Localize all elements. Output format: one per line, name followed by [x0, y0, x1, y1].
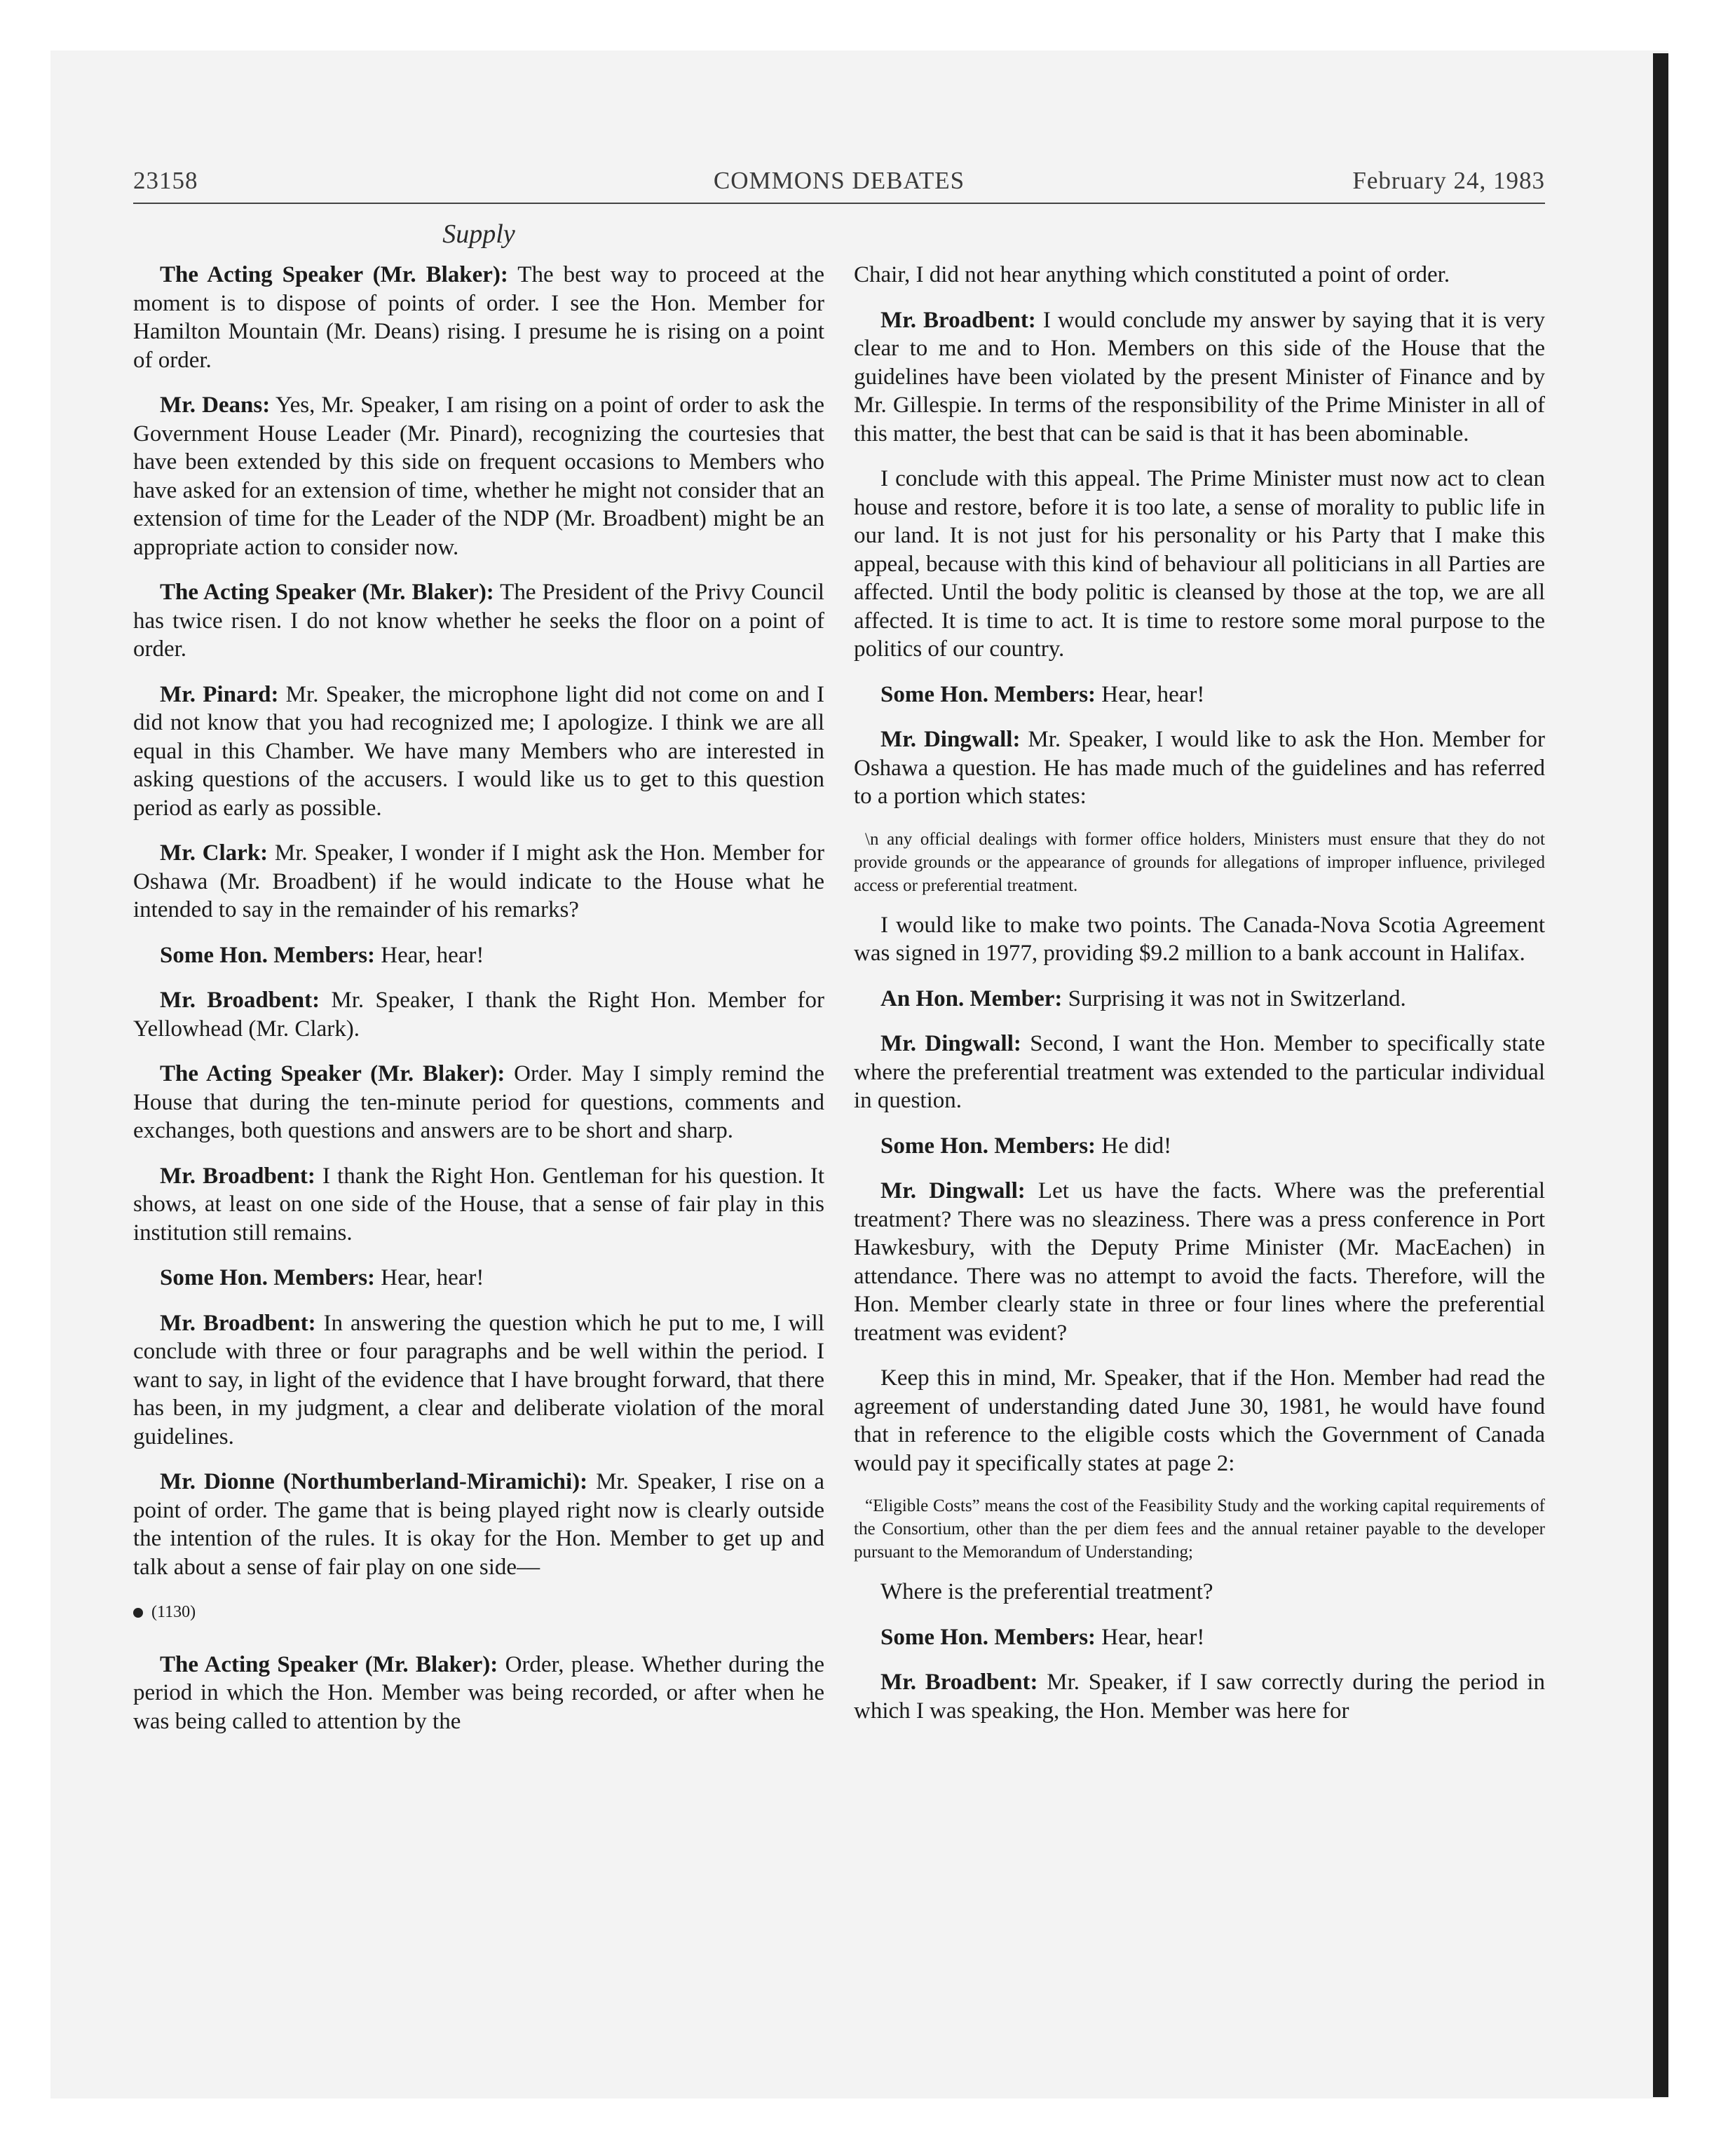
speaker-name: Mr. Dionne (Northumberland-Miramichi):: [160, 1469, 588, 1494]
speech-text: Hear, hear!: [375, 942, 484, 968]
body-paragraph: I conclude with this appeal. The Prime Minister must now act to clean house and restore, before it is too late, a sense of morality to public life in our land. It is not just for his personality or his Party that I make this appeal, because with this kind of behaviour all politicians in all Parties are affected. Until the body politic is cleansed by those at the top, we are all affected. It is time to act. It is time to restore some moral purpose to the politics of our country.: [854, 466, 1545, 662]
speech-paragraph: [854, 1132, 1545, 1161]
speech-paragraph: [133, 1060, 824, 1145]
body-paragraph: Keep this in mind, Mr. Speaker, that if the Hon. Member had read the agreement of understanding dated June 30, 1981, he would have found that in reference to the eligible costs which the Government of Canada would pay it specifically states at page 2:: [854, 1365, 1545, 1476]
speech-paragraph: [854, 1177, 1545, 1347]
speaker-name: Mr. Broadbent:: [160, 1310, 316, 1336]
speech-paragraph: [133, 578, 824, 664]
speech-paragraph: [133, 681, 824, 823]
speaker-name: The Acting Speaker (Mr. Blaker):: [160, 580, 494, 605]
left-column: [133, 261, 824, 1752]
speech-paragraph: [854, 985, 1545, 1014]
speech-paragraph: [133, 1264, 824, 1292]
speech-paragraph: [133, 986, 824, 1043]
right-column: [854, 261, 1545, 1742]
speaker-name: Mr. Broadbent:: [160, 988, 320, 1013]
speech-paragraph: [133, 261, 824, 374]
speaker-name: Mr. Clark:: [160, 840, 268, 866]
time-text: (1130): [151, 1603, 196, 1621]
page-number: 23158: [133, 167, 198, 194]
speech-paragraph: [133, 391, 824, 561]
speech-text: Let us have the facts. Where was the preferential treatment? There was no sleaziness. There was a press conference in Port Hawkesbury, with the Deputy Prime Minister (Mr. MacEachen) in attendance. There was no attempt to avoid the facts. Therefore, will the Hon. Member clearly state in three or four lines where the preferential treatment was evident?: [854, 1178, 1546, 1346]
speech-text: Surprising it was not in Switzerland.: [1062, 985, 1406, 1011]
page-edge-shadow: [1653, 53, 1668, 2097]
bullet-icon: [133, 1608, 143, 1618]
speech-paragraph: [854, 681, 1545, 709]
speaker-name: Mr. Broadbent:: [880, 1670, 1038, 1695]
speech-paragraph: [854, 725, 1545, 811]
speech-paragraph: [133, 1651, 824, 1736]
speech-text: I would conclude my answer by saying that it is very clear to me and to Hon. Members on this side of the House that the guidelines have been violated by the present Minister of Finance and by Mr. Gillespie. In terms of the responsibility of the Prime Minister in all of this matter, the best that can be said is that it has been abominable.: [854, 307, 1545, 446]
speaker-name: Some Hon. Members:: [880, 1624, 1096, 1650]
speech-text: Order, please. Whether during the period in which the Hon. Member was being recorded, or after when he was being called to attention by the: [133, 1651, 824, 1734]
speaker-name: Mr. Dingwall:: [880, 1178, 1026, 1203]
speech-paragraph: [854, 1623, 1545, 1652]
quoted-passage: \n any official dealings with former office holders, Ministers must ensure that they do not provide grounds or the appearance of grounds for allegations of improper influence, privileged access or preferential treatment.: [854, 829, 1545, 895]
speech-text: Order. May I simply remind the House that during the ten-minute period for questions, comments and exchanges, both questions and answers are to be short and sharp.: [133, 1061, 824, 1143]
speaker-name: Mr. Dingwall:: [880, 727, 1021, 752]
speech-paragraph: [854, 306, 1545, 449]
speaker-name: The Acting Speaker (Mr. Blaker):: [160, 262, 508, 287]
speech-paragraph: [133, 1309, 824, 1452]
body-paragraph: I would like to make two points. The Canada-Nova Scotia Agreement was signed in 1977, providing $9.2 million to a bank account in Halifax.: [854, 912, 1545, 966]
speaker-name: Mr. Pinard:: [160, 681, 279, 707]
speaker-name: Some Hon. Members:: [160, 942, 376, 968]
speech-text: The President of the Privy Council has twice risen. I do not know whether he seeks the floor on a point of order.: [133, 580, 824, 662]
speech-text: Mr. Speaker, I would like to ask the Hon. Member for Oshawa a question. He has made much of the guidelines and has referred to a portion which states:: [854, 727, 1545, 809]
speaker-name: Mr. Deans:: [160, 393, 271, 418]
header-rule: [133, 203, 1545, 204]
speech-paragraph: [133, 941, 824, 970]
speech-text: In answering the question which he put to me, I will conclude with three or four paragraphs and be well within the period. I want to say, in light of the evidence that I have brought forward, that there has been, in my judgment, a clear and deliberate violation of the moral guidelines.: [133, 1310, 825, 1449]
speech-text: Mr. Speaker, I wonder if I might ask the Hon. Member for Oshawa (Mr. Broadbent) if he would indicate to the House what he intended to say in the remainder of his remarks?: [133, 840, 824, 922]
body-paragraph: Where is the preferential treatment?: [880, 1579, 1213, 1604]
section-title: Supply: [442, 219, 515, 249]
speaker-name: Some Hon. Members:: [160, 1265, 376, 1290]
quoted-passage: “Eligible Costs” means the cost of the Feasibility Study and the working capital requirements of the Consortium, other than the per diem fees and the annual retainer payable to the developer pursuant to the Memorandum of Understanding;: [854, 1496, 1545, 1562]
speech-text: Mr. Speaker, the microphone light did not come on and I did not know that you had recognized me; I apologize. I think we are all equal in this Chamber. We have many Members who are interested in asking questions of the accusers. I would like us to get to this question period as early as possible.: [133, 681, 824, 821]
speech-text: Hear, hear!: [1096, 1624, 1205, 1650]
page-header: [133, 167, 1545, 202]
speech-text: Yes, Mr. Speaker, I am rising on a point of order to ask the Government House Leader (Mr. Pinard), recognizing the courtesies that have been extended by this side on frequent occasions to Members who have asked for an extension of time, whether he might not consider that an extension of time for the Leader of the NDP (Mr. Broadbent) might be an appropriate action to consider now.: [133, 393, 824, 560]
speaker-name: Mr. Broadbent:: [880, 307, 1036, 333]
body-paragraph: Chair, I did not hear anything which constituted a point of order.: [854, 262, 1450, 287]
speaker-name: Mr. Broadbent:: [160, 1163, 315, 1189]
speech-text: Mr. Speaker, if I saw correctly during the period in which I was speaking, the Hon. Member was here for: [854, 1670, 1545, 1724]
speaker-name: An Hon. Member:: [880, 985, 1063, 1011]
speaker-name: Some Hon. Members:: [880, 1133, 1096, 1159]
speech-text: Hear, hear!: [375, 1265, 484, 1290]
publication-title: COMMONS DEBATES: [713, 167, 965, 194]
speech-text: Second, I want the Hon. Member to specifically state where the preferential treatment was extended to the particular individual in question.: [854, 1031, 1545, 1113]
time-marker: [133, 1598, 824, 1627]
speech-text: I thank the Right Hon. Gentleman for his question. It shows, at least on one side of the House, that a sense of fair play in this institution still remains.: [133, 1163, 824, 1246]
speech-text: The best way to proceed at the moment is to dispose of points of order. I see the Hon. Member for Hamilton Mountain (Mr. Deans) rising. I presume he is rising on a point of order.: [133, 262, 824, 373]
speech-text: Hear, hear!: [1096, 681, 1205, 707]
speech-paragraph: [854, 1030, 1545, 1115]
speaker-name: The Acting Speaker (Mr. Blaker):: [160, 1061, 505, 1086]
speech-paragraph: [133, 1468, 824, 1581]
speaker-name: Some Hon. Members:: [880, 681, 1096, 707]
page-date: February 24, 1983: [1352, 167, 1545, 194]
speaker-name: The Acting Speaker (Mr. Blaker):: [160, 1651, 498, 1677]
speech-text: He did!: [1096, 1133, 1172, 1159]
speech-paragraph: [854, 1668, 1545, 1725]
speech-paragraph: [133, 1162, 824, 1248]
speaker-name: Mr. Dingwall:: [880, 1031, 1021, 1056]
speech-paragraph: [133, 839, 824, 925]
speech-text: Mr. Speaker, I thank the Right Hon. Member for Yellowhead (Mr. Clark).: [133, 988, 825, 1042]
speech-text: Mr. Speaker, I rise on a point of order. The game that is being played right now is clearly outside the intention of the rules. It is okay for the Hon. Member to get up and talk about a sense of fair play on one side—: [133, 1469, 824, 1580]
